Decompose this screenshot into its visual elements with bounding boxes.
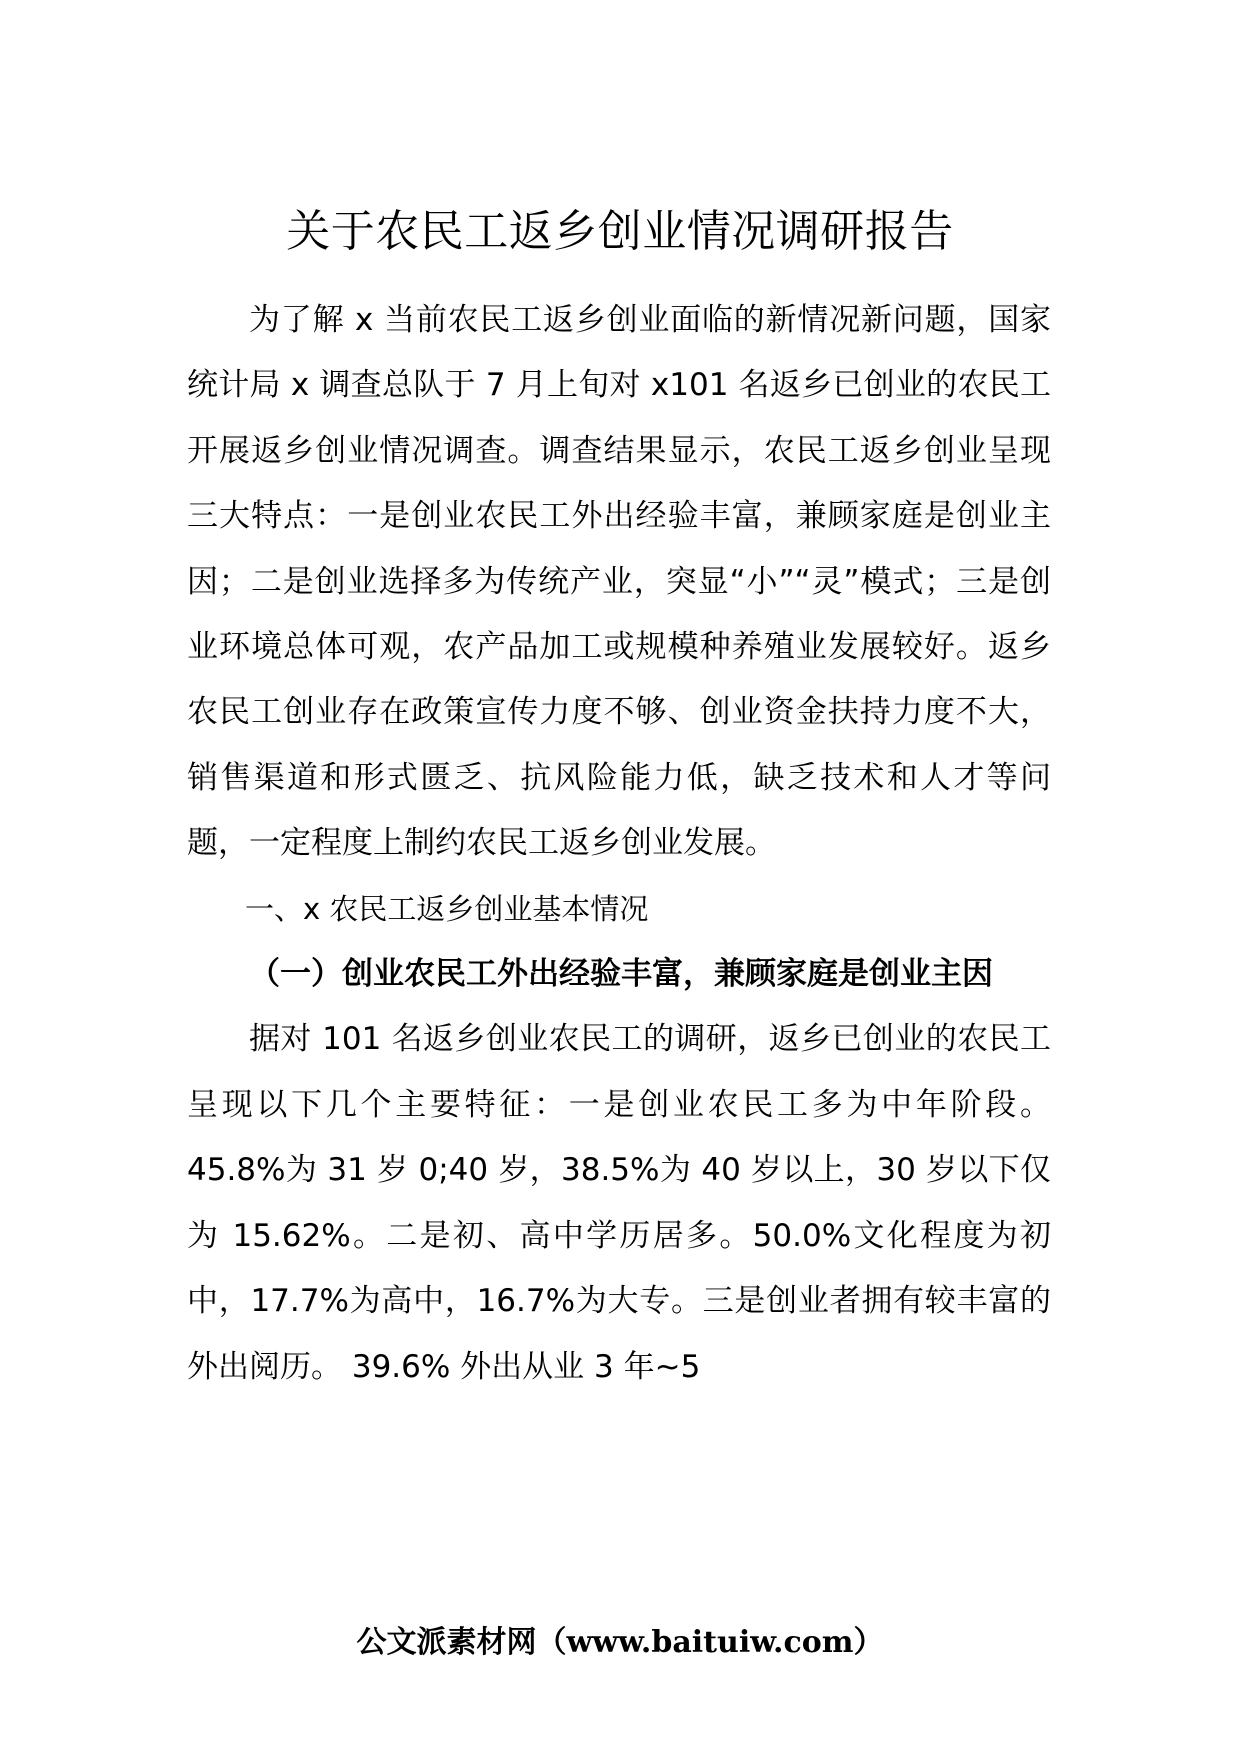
- intro-paragraph: 为了解 x 当前农民工返乡创业面临的新情况新问题，国家统计局 x 调查总队于 7 月上旬对 x101 名返乡已创业的农民工开展返乡创业情况调查。调查结果显示，农民工返乡创业呈现三大特点：一是创业农民工外出经验丰富，兼顾家庭是创业主因；二是创业选择多为传统产业，突显“小”“灵”模式；三是创业环境总体可观，农产品加工或规模种养殖业发展较好。返乡农民工创业存在政策宣传力度不够、创业资金扶持力度不大，销售渠道和形式匮乏、抗风险能力低，缺乏技术和人才等问题，一定程度上制约农民工返乡创业发展。: [187, 302, 1051, 862]
- document-body: [187, 288, 1051, 1400]
- footer-watermark: 公文派素材网（www.baituiw.com）: [356, 1625, 884, 1660]
- document-title: 关于农民工返乡创业情况调研报告: [286, 206, 954, 257]
- body-paragraph: 据对 101 名返乡创业农民工的调研，返乡已创业的农民工呈现以下几个主要特征：一是创业农民工多为中年阶段。45.8%为 31 岁 0;40 岁，38.5%为 40 岁以上，30 岁以下仅为 15.62%。二是初、高中学历居多。50.0%文化程度为初中，17.7%为高中，16.7%为大专。三是创业者拥有较丰富的外出阅历。 39.6% 外出从业 3 年~5: [187, 1021, 1051, 1385]
- section-heading: 一、x 农民工返乡创业基本情况: [245, 891, 649, 926]
- subsection-heading: （一）创业农民工外出经验丰富，兼顾家庭是创业主因: [249, 956, 993, 993]
